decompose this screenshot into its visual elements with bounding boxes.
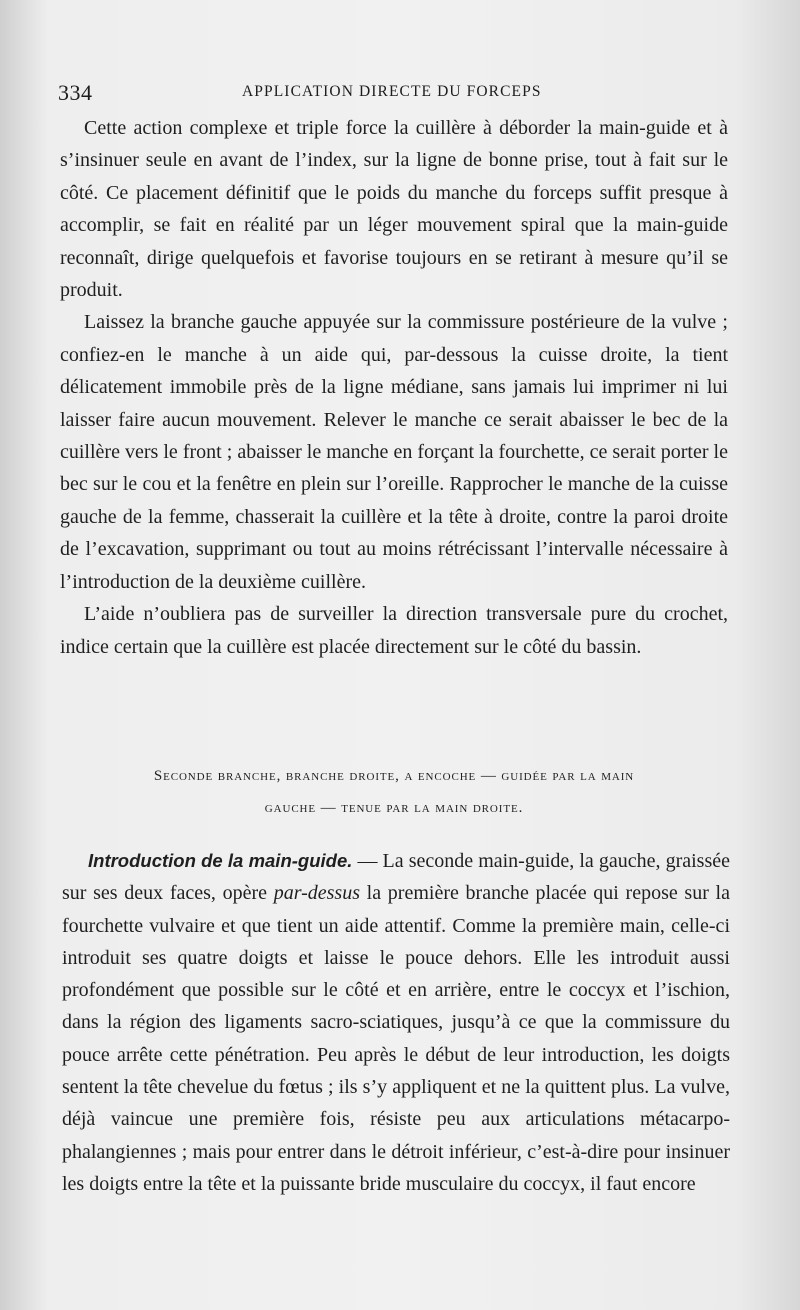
- section-heading-line-2: gauche — tenue par la main droite.: [264, 800, 524, 816]
- paragraph-emphasis: par-dessus: [273, 882, 360, 905]
- paragraph-text-part-2: la première branche placée qui repose sur la fourchette vulvaire et que tient un aide attentif. Comme la première main, celle-ci introduit ses quatre doigts et laisse le pouce dehors. Elle les introduit aussi profondément que possible sur le côté et en arrière, entre le coccyx et l’ischion, dans la région des ligaments sacro-sciatiques, jusqu’à ce que la commissure du pouce arrête cette pénétration. Peu après le début de leur introduction, les doigts sentent la tête chevelue du fœtus ; ils s’y appliquent et ne la quittent plus. La vulve, déjà vaincue une première fois, résiste peu aux articulations métacarpo-phalangiennes ; mais pour entrer dans le détroit inférieur, c’est-à-dire pour insinuer les doigts entre la tête et la puissante bride musculaire du coccyx, il faut encore: [62, 882, 730, 1195]
- section-heading: [60, 760, 728, 824]
- section-heading-line-1: Seconde branche, branche droite, a encoche — guidée par la main: [153, 768, 635, 784]
- page-header: [58, 80, 738, 110]
- paragraph-lead-heading: Introduction de la main-guide.: [88, 850, 353, 871]
- body-text: [60, 112, 728, 663]
- running-title: APPLICATION DIRECTE DU FORCEPS: [242, 83, 542, 100]
- paragraph-text-part-1: — La seconde main-guide, la gauche, graissée sur ses deux faces, opère: [62, 850, 730, 905]
- paragraph-placement: Cette action complexe et triple force la cuillère à déborder la main-guide et à s’insinuer seule en avant de l’index, sur la ligne de bonne prise, tout à fait sur le côté. Ce placement définitif que le poids du manche du forceps suffit presque à accomplir, se fait en réalité par un léger mouvement spiral que la main-guide reconnaît, dirige quelquefois et favorise toujours en se retirant à mesure qu’il se produit.: [60, 117, 728, 302]
- section-body-text: [62, 845, 730, 1200]
- paragraph-main-guide: [62, 845, 730, 1200]
- paragraph-left-branch: Laissez la branche gauche appuyée sur la commissure postérieure de la vulve ; confiez-en le manche à un aide qui, par-dessous la cuisse droite, la tient délicatement immobile près de la ligne médiane, sans jamais lui imprimer ni lui laisser faire aucun mouvement. Relever le manche ce serait abaisser le bec de la cuillère vers le front ; abaisser le manche en forçant la fourchette, ce serait porter le bec sur le cou et la fenêtre en plein sur l’oreille. Rapprocher le manche de la cuisse gauche de la femme, chasserait la cuillère et la tête à droite, contre la paroi droite de l’excavation, supprimant ou tout au moins rétrécissant l’intervalle nécessaire à l’introduction de la deuxième cuillère.: [60, 311, 728, 593]
- page-number: 334: [58, 80, 93, 105]
- paragraph-assistant: L’aide n’oubliera pas de surveiller la direction transversale pure du crochet, indice certain que la cuillère est placée directement sur le côté du bassin.: [60, 603, 728, 658]
